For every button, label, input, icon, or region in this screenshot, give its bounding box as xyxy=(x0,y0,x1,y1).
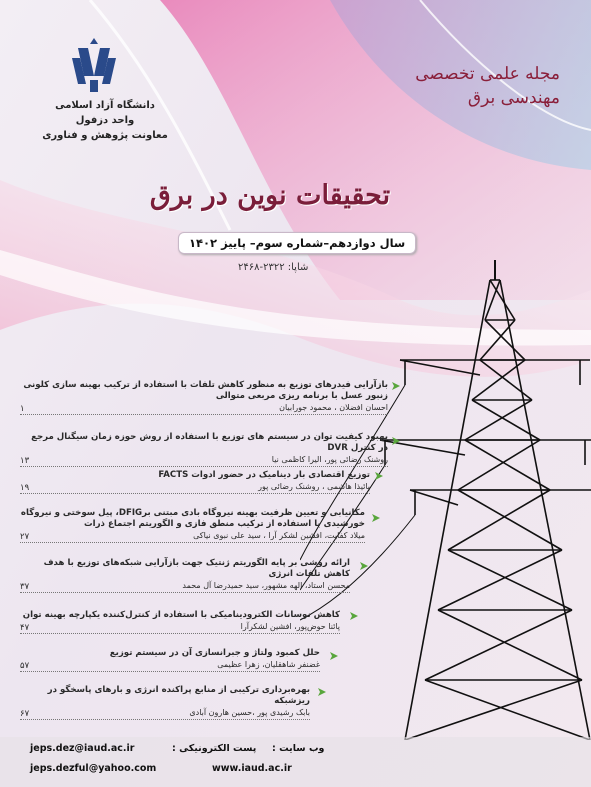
university-line-3: معاونت پژوهش و فناوری xyxy=(42,130,168,141)
article-page: ۶۷ xyxy=(20,709,30,719)
article-item xyxy=(20,432,388,467)
article-item xyxy=(20,508,365,543)
article-authors: احسان افضلان ، محمود جورابیان xyxy=(20,402,388,415)
article-item xyxy=(20,470,370,494)
magazine-type xyxy=(330,64,560,108)
article-authors: پائنا حوض‌پور، افشین لشکرآرا xyxy=(20,621,340,634)
article-page: ۱۹ xyxy=(20,483,30,493)
article-title: توزیع اقتصادی بار دینامیک در حضور ادوات FACTS xyxy=(158,470,370,480)
website-label: وب سایت : xyxy=(272,743,325,754)
article-item xyxy=(20,685,310,720)
article-title: ارائه روشی بر پایه الگوریتم ژنتیک جهت بازآرایی شبکه‌های توزیع با هدف کاهش تلفات انرژی xyxy=(43,558,350,579)
transmission-tower-illustration xyxy=(300,260,591,740)
article-title: بازآرایی فیدرهای توزیع به منظور کاهش تلفات با استفاده از ترکیب بهینه سازی کلونی زنبور عسل با برنامه ریزی مربعی متوالی xyxy=(23,380,388,401)
article-title: کاهش نوسانات الکترودینامیکی با استفاده از کنترل‌کننده یکپارچه بهینه توان xyxy=(22,610,340,620)
university-logo xyxy=(68,36,120,94)
article-page: ۱ xyxy=(20,404,25,414)
magazine-type-line-2: مهندسی برق xyxy=(467,88,560,108)
journal-name: تحقیقات نوین در برق xyxy=(149,180,391,211)
article-authors: غضنفر شاهقلیان، زهرا عظیمی xyxy=(20,659,320,672)
issn: شاپا: ۲۳۲۲-۲۴۶۸ xyxy=(238,262,309,273)
article-title: بهبود کیفیت توان در سیستم های توزیع با استفاده از روش حوزه زمان سیگنال مرجع در کنترل DVR xyxy=(31,432,388,453)
article-authors: بابک رشیدی پور ،حسین هارون آبادی xyxy=(20,707,310,720)
article-page: ۲۷ xyxy=(20,532,30,542)
article-authors: پائیذا هاشمی ، روشنک رضائی پور xyxy=(20,481,370,494)
university-line-1: دانشگاه آزاد اسلامی xyxy=(55,100,155,111)
article-title: حلل کمبود ولتاژ و جبرانسازی آن در سیستم توزیع xyxy=(109,648,320,658)
article-authors: میلاد کفایت، افشین لشکر آرا ، سید علی نبوی نیاکی xyxy=(20,530,365,543)
university-line-2: واحد دزفول xyxy=(75,115,135,126)
email-link-1[interactable]: jeps.dez@iaud.ac.ir xyxy=(30,743,135,754)
magazine-type-line-1: مجله علمی تخصصی xyxy=(415,64,560,84)
article-title: بهره‌برداری ترکیبی از منابع پراکنده انرژی و بارهای پاسخگو در ریزشبکه xyxy=(47,685,310,706)
article-item xyxy=(20,380,388,415)
issue-badge: سال دوازدهم–شماره سوم– پاییز ۱۴۰۲ xyxy=(178,232,416,254)
contact-footer xyxy=(0,737,591,787)
email-link-2[interactable]: jeps.dezful@yahoo.com xyxy=(30,763,157,774)
article-authors: محسن استاد، الهه مشهور، سید حمیدرضا آل محمد xyxy=(20,580,350,593)
article-page: ۵۷ xyxy=(20,661,30,671)
article-item xyxy=(20,648,320,672)
article-page: ۳۷ xyxy=(20,582,30,592)
university-name xyxy=(40,98,170,143)
article-item xyxy=(20,558,350,593)
website-link[interactable]: www.iaud.ac.ir xyxy=(212,763,292,774)
article-authors: روشنک رضائی پور، الیرا کاظمی نیا xyxy=(20,454,388,467)
article-page: ۴۷ xyxy=(20,623,30,633)
article-page: ۱۳ xyxy=(20,456,30,466)
article-title: مکانیابی و تعیین ظرفیت بهینه نیروگاه بادی مبتنی برDFIG، پیل سوختی و نیروگاه خورشیدی با استفاده از ترکیب منطق فازی و الگوریتم اجتماع ذرات xyxy=(20,508,365,529)
article-item xyxy=(20,610,340,634)
email-label: پست الکترونیکی : xyxy=(172,743,257,754)
